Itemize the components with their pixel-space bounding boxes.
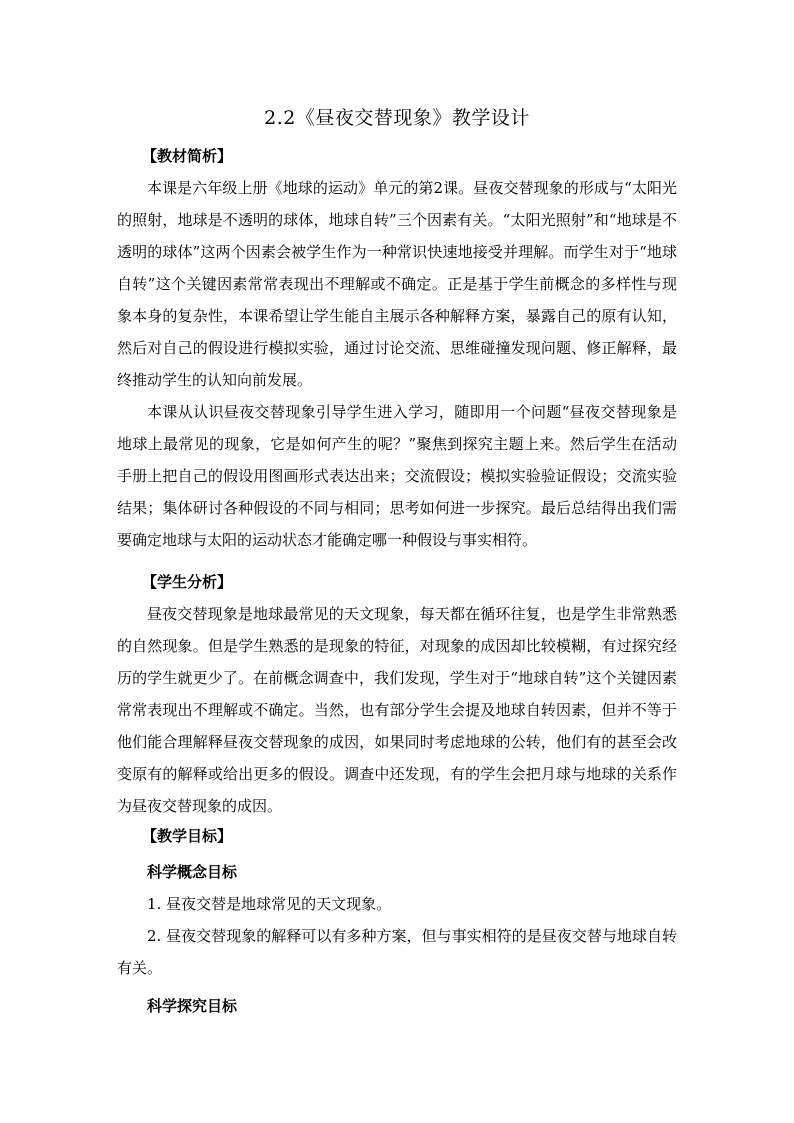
paragraph-textbook-2: 本课从认识昼夜交替现象引导学生进入学习，随即用一个问题“昼夜交替现象是地球上最常见的现象，它是如何产生的呢？”聚焦到探究主题上来。然后学生在活动手册上把自己的假设用图画形式表达出来；交流假设；模拟实验验证假设；交流实验结果；集体研讨各种假设的不同与相同；思考如何进一步探究。最后总结得出我们需要确定地球与太阳的运动状态才能确定哪一种假设与事实相符。 xyxy=(117,403,677,549)
subheading-inquiry-goals: 科学探究目标 xyxy=(147,997,238,1015)
document-title: 2.2《昼夜交替现象》教学设计 xyxy=(264,107,530,129)
paragraph-textbook-1: 本课是六年级上册《地球的运动》单元的第2课。昼夜交替现象的形成与“太阳光的照射，地球是不透明的球体，地球自转”三个因素有关。“太阳光照射”和“地球是不透明的球体”这两个因素会被学生作为一种常识快速地接受并理解。而学生对于“地球自转”这个关键因素常常表现出不理解或不确定。正是基于学生前概念的多样性与现象本身的复杂性，本课希望让学生能自主展示各种解释方案，暴露自己的原有认知，然后对自己的假设进行模拟实验，通过讨论交流、思维碰撞发现问题、修正解释，最终推动学生的认知向前发展。 xyxy=(117,179,677,389)
goal-item-1: 1. 昼夜交替是地球常见的天文现象。 xyxy=(147,895,392,913)
section-heading-students: 【学生分析】 xyxy=(142,573,233,591)
section-heading-goals: 【教学目标】 xyxy=(142,827,233,845)
goal-item-2: 2. 昼夜交替现象的解释可以有多种方案，但与事实相符的是昼夜交替与地球自转有关。 xyxy=(117,927,677,977)
paragraph-students-1: 昼夜交替现象是地球最常见的天文现象，每天都在循环往复，也是学生非常熟悉的自然现象。但是学生熟悉的是现象的特征，对现象的成因却比较模糊，有过探究经历的学生就更少了。在前概念调查中，我们发现，学生对于“地球自转”这个关键因素常常表现出不理解或不确定。当然，也有部分学生会提及地球自转因素，但并不等于他们能合理解释昼夜交替现象的成因，如果同时考虑地球的公转，他们有的甚至会改变原有的解释或给出更多的假设。调查中还发现，有的学生会把月球与地球的关系作为昼夜交替现象的成因。 xyxy=(117,605,677,815)
section-heading-textbook: 【教材简析】 xyxy=(142,147,233,165)
subheading-concept-goals: 科学概念目标 xyxy=(147,863,238,881)
document-body xyxy=(117,142,677,1022)
